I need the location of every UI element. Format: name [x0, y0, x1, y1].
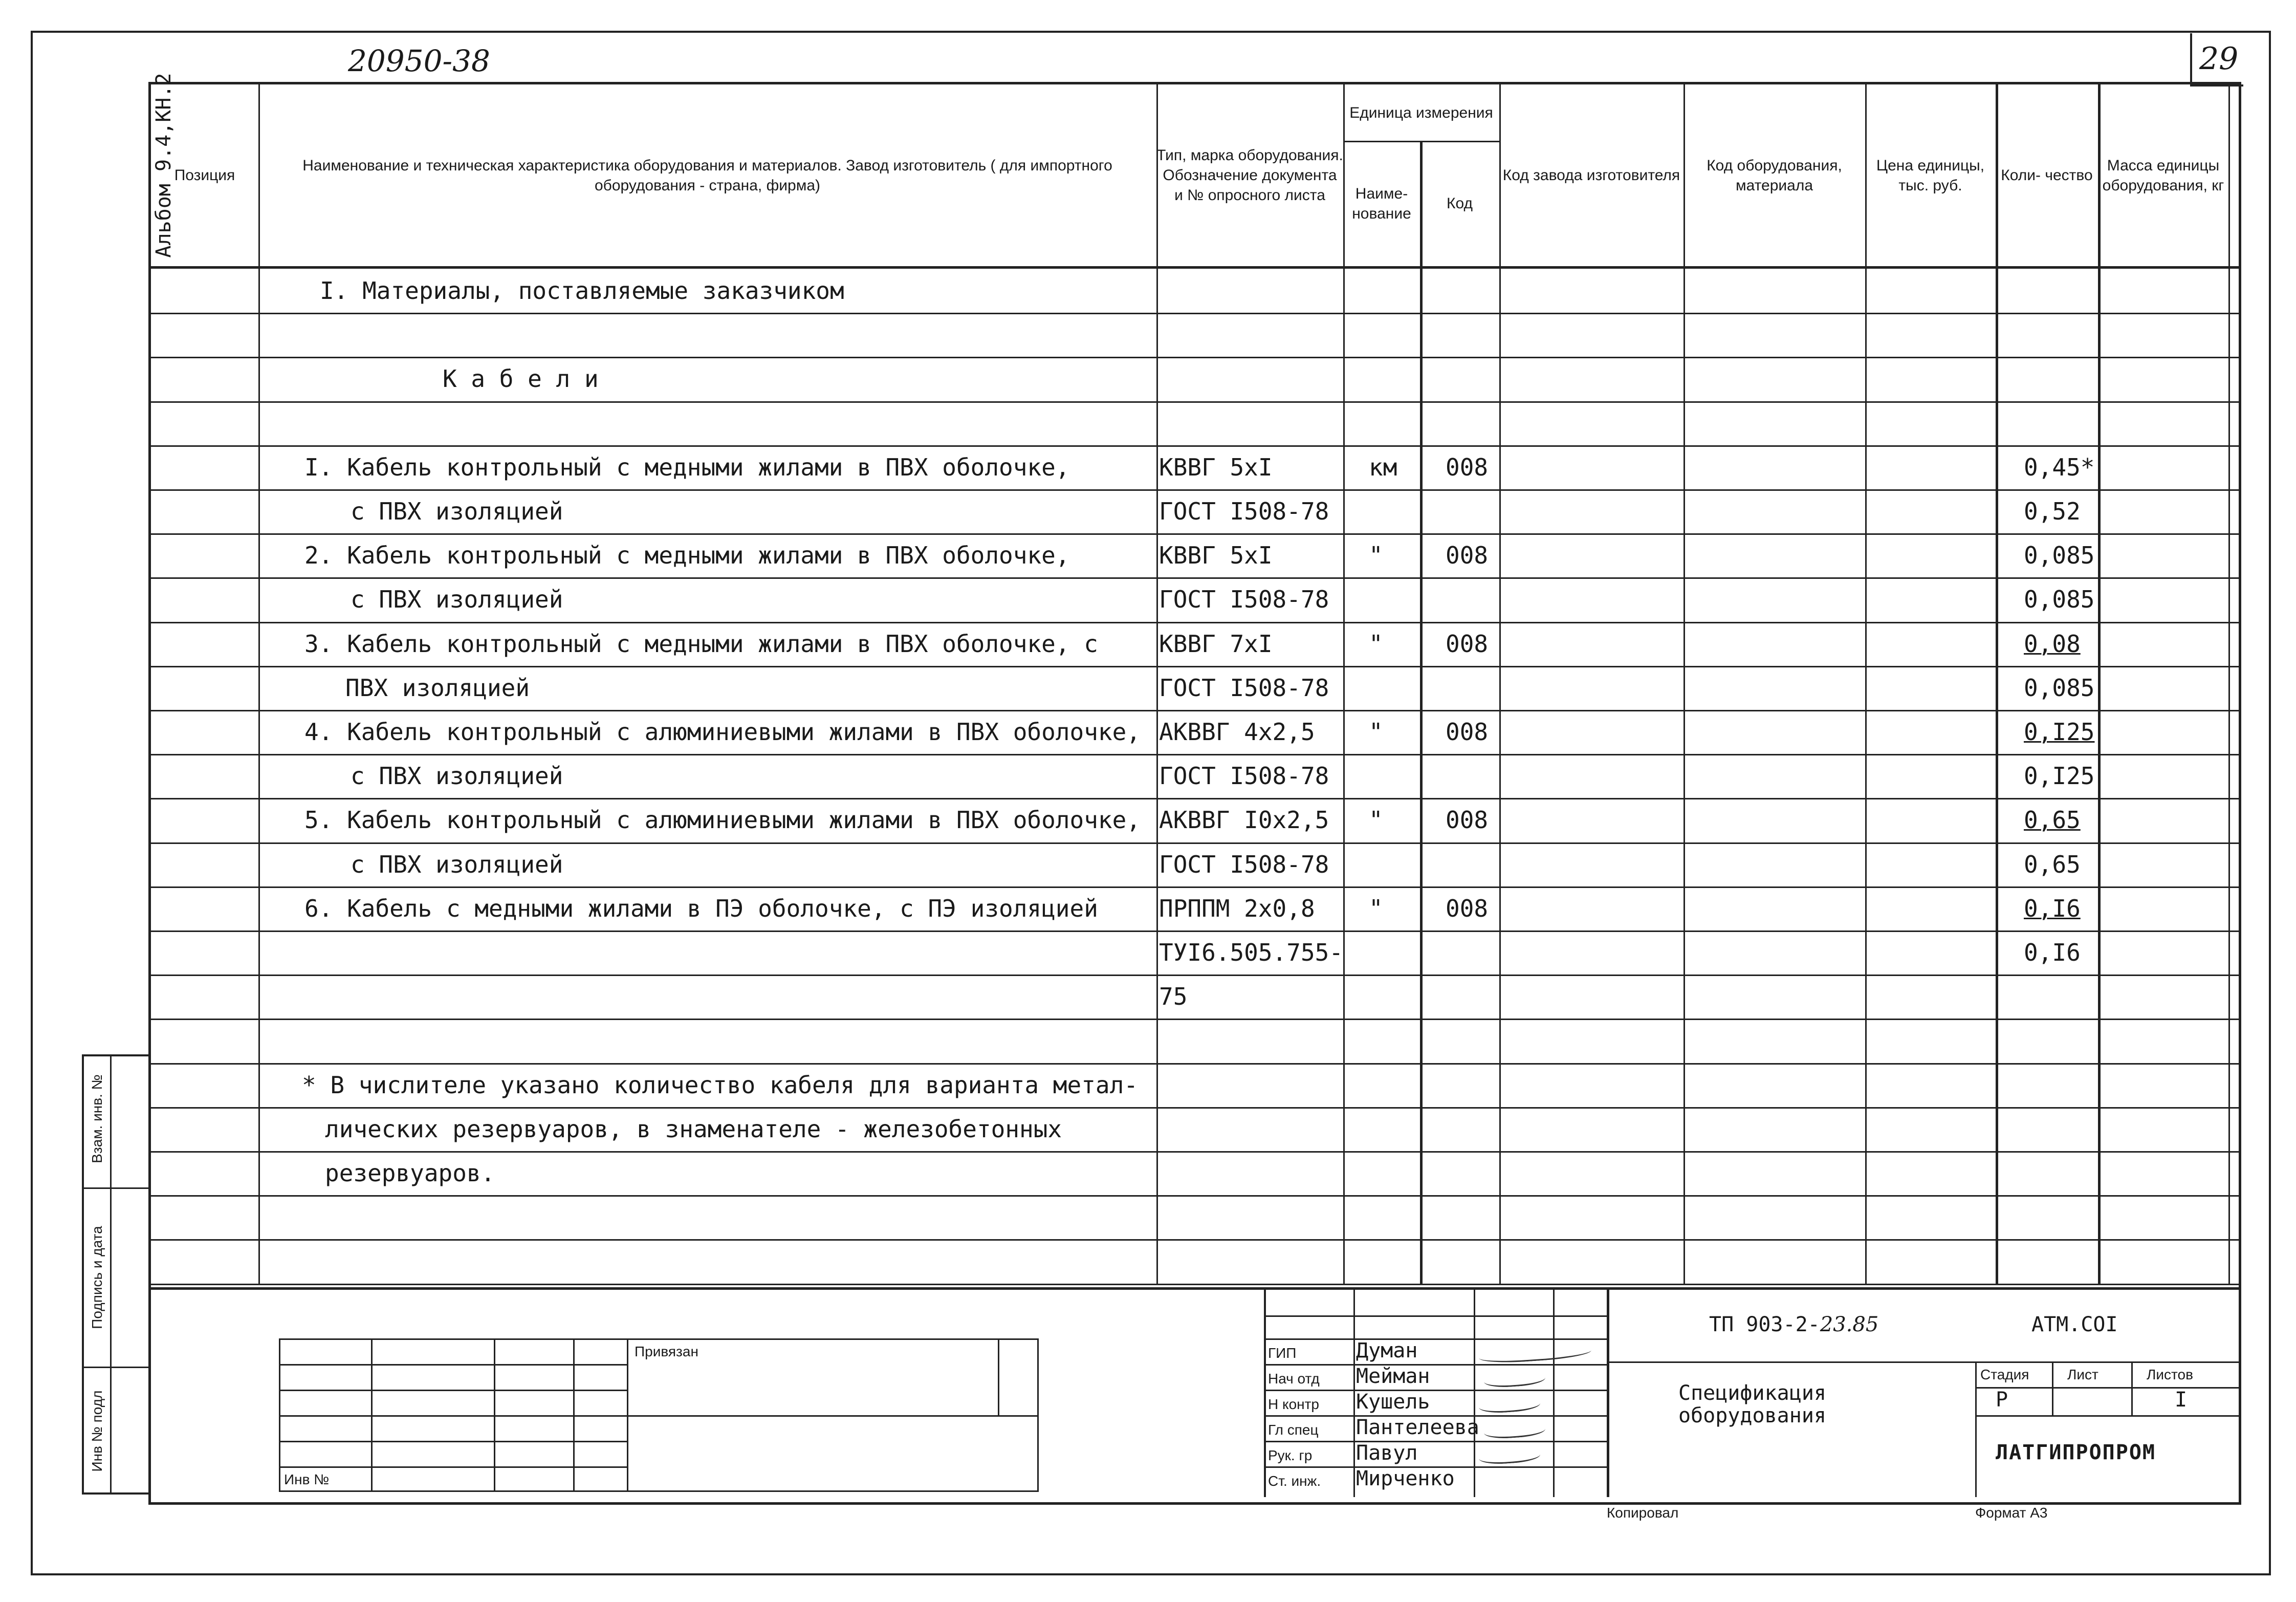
item-quantity: 0,085	[2024, 542, 2095, 570]
item-name: 3. Кабель контрольный с медными жилами в ПВХ оболочке, с	[304, 630, 1098, 658]
item-type: КВВГ 7хI	[1159, 630, 1273, 658]
item-type: ГОСТ I508-78	[1159, 674, 1329, 702]
item-type: ГОСТ I508-78	[1159, 762, 1329, 790]
item-type: ТУI6.505.755-	[1159, 939, 1344, 966]
item-type: ПРППМ 2х0,8	[1159, 894, 1315, 922]
item-name: 5. Кабель контрольный с алюминиевыми жилами в ПВХ оболочке,	[304, 806, 1141, 834]
item-code: 008	[1446, 630, 1489, 658]
item-type: КВВГ 5хI	[1159, 453, 1273, 481]
item-quantity: 0,08	[2024, 630, 2081, 658]
item-name: резервуаров.	[325, 1159, 495, 1187]
signature-name: Думан	[1356, 1339, 1418, 1362]
tb-right-row	[1975, 1387, 2239, 1389]
item-unit: км	[1369, 453, 1397, 481]
signature-name: Пантелеева	[1356, 1416, 1479, 1439]
item-name: 6. Кабель с медными жилами в ПЭ оболочке, с ПЭ изоляцией	[304, 894, 1098, 922]
album-label: Альбом 9.4,КН.2	[152, 73, 176, 258]
item-type: АКВВГ 4х2,5	[1159, 718, 1315, 746]
item-quantity: 0,65	[2024, 850, 2081, 878]
table-row	[151, 1195, 2239, 1239]
table-row	[151, 1019, 2239, 1063]
item-unit: "	[1369, 894, 1383, 922]
sig-row	[1264, 1315, 1607, 1317]
signature-role: ГИП	[1268, 1345, 1297, 1361]
attached-grid-row	[279, 1441, 627, 1442]
table-row	[151, 1151, 2239, 1195]
col-header-unit-group: Единица измерения	[1349, 104, 1493, 121]
project-code-handwritten: 23.85	[1820, 1313, 1879, 1336]
sheet-label: Лист	[2067, 1367, 2098, 1382]
attached-grid-row	[279, 1364, 627, 1366]
item-name: лических резервуаров, в знаменателе - железобетонных	[325, 1115, 1062, 1143]
copied-label: Копировал	[1607, 1505, 1679, 1521]
col-header-position: Позиция	[174, 167, 235, 184]
stamp-sign-date: Подпись и дата	[89, 1226, 105, 1329]
project-code: ТП 903-2-23.85	[1709, 1313, 1879, 1336]
tb-right-col	[2131, 1361, 2133, 1415]
signature-role: Рук. гр	[1268, 1447, 1313, 1463]
attached-grid-col	[998, 1338, 999, 1415]
org-name: ЛАТГИПРОПРОМ	[1996, 1441, 2156, 1464]
item-quantity: 0,085	[2024, 674, 2095, 702]
item-quantity: 0,I25	[2024, 718, 2095, 746]
col-header-equipment-code: Код оборудования, материала	[1707, 157, 1842, 194]
sig-row	[1264, 1364, 1607, 1366]
item-quantity: 0,I6	[2024, 894, 2081, 922]
signature-name: Кушель	[1356, 1390, 1430, 1414]
tb-right-col	[1975, 1361, 1977, 1497]
item-quantity: 0,65	[2024, 806, 2081, 834]
col-header-price: Цена единицы, тыс. руб.	[1876, 157, 1985, 194]
item-name: * В числителе указано количество кабеля для варианта метал-	[302, 1071, 1138, 1099]
table-row	[151, 313, 2239, 357]
stage-label: Стадия	[1980, 1367, 2029, 1382]
stamp-replace-inv: Взам. инв. №	[89, 1074, 105, 1163]
table-row	[151, 975, 2239, 1019]
inv-no-label: Инв №	[284, 1471, 330, 1487]
attached-grid-row	[279, 1466, 627, 1468]
item-quantity: 0,I6	[2024, 939, 2081, 966]
item-name: I. Кабель контрольный с медными жилами в ПВХ оболочке,	[304, 453, 1070, 481]
table-row	[151, 666, 2239, 710]
item-type: ГОСТ I508-78	[1159, 850, 1329, 878]
item-quantity: 0,I25	[2024, 762, 2095, 790]
item-unit: "	[1369, 718, 1383, 746]
item-unit: "	[1369, 542, 1383, 570]
item-name: I. Материалы, поставляемые заказчиком	[320, 277, 844, 305]
item-type: 75	[1159, 983, 1188, 1011]
item-unit: "	[1369, 806, 1383, 834]
item-quantity: 0,085	[2024, 586, 2095, 614]
table-row	[151, 401, 2239, 445]
stage-value: Р	[1996, 1388, 2008, 1412]
item-type: ГОСТ I508-78	[1159, 586, 1329, 614]
col-header-unit-code: Код	[1446, 195, 1473, 212]
item-code: 008	[1446, 542, 1489, 570]
table-row	[151, 754, 2239, 798]
col-header-quantity: Коли- чество	[2001, 167, 2093, 184]
item-name: с ПВХ изоляцией	[351, 850, 563, 878]
attached-label: Привязан	[635, 1344, 698, 1359]
item-name: 4. Кабель контрольный с алюминиевыми жилами в ПВХ оболочке,	[304, 718, 1141, 746]
signature-role: Гл спец	[1268, 1422, 1319, 1438]
signature-name: Мейман	[1356, 1365, 1430, 1388]
left-stamp-divider	[110, 1054, 112, 1495]
table-row	[151, 842, 2239, 886]
item-code: 008	[1446, 718, 1489, 746]
sheet-code: АТМ.СОI	[2031, 1313, 2118, 1336]
attached-grid-row	[279, 1415, 1039, 1417]
signature-name: Мирченко	[1356, 1467, 1455, 1490]
table-row	[151, 577, 2239, 621]
attached-grid-row	[279, 1390, 627, 1391]
table-row	[151, 269, 2239, 313]
col-header-mass: Масса единицы оборудования, кг	[2102, 157, 2224, 194]
item-name: К а б е л и	[443, 365, 599, 393]
table-row	[151, 1239, 2239, 1283]
row-line	[151, 1284, 2239, 1285]
tb-right-row	[1607, 1361, 2239, 1363]
item-type: КВВГ 5хI	[1159, 542, 1273, 570]
item-quantity: 0,52	[2024, 497, 2081, 525]
table-row	[151, 1107, 2239, 1151]
signature-role: Н контр	[1268, 1396, 1319, 1412]
col-header-factory-code: Код завода изготовителя	[1502, 167, 1680, 184]
item-type: ГОСТ I508-78	[1159, 497, 1329, 525]
col-header-unit-name: Наиме- нование	[1352, 185, 1411, 222]
sig-row	[1264, 1441, 1607, 1442]
signature-role: Ст. инж.	[1268, 1473, 1321, 1489]
item-name: 2. Кабель контрольный с медными жилами в ПВХ оболочке,	[304, 542, 1070, 570]
tb-right-col	[2052, 1361, 2053, 1415]
table-row	[151, 930, 2239, 975]
title-block-top	[151, 1287, 2239, 1290]
col-header-type: Тип, марка оборудования. Обозначение документа и № опросного листа	[1156, 147, 1343, 204]
item-quantity: 0,45*	[2024, 453, 2095, 481]
signature-role: Нач отд	[1268, 1371, 1320, 1387]
item-name: с ПВХ изоляцией	[351, 586, 563, 614]
table-row	[151, 886, 2239, 930]
left-stamp-row-line	[82, 1187, 148, 1189]
item-name: ПВХ изоляцией	[345, 674, 530, 702]
item-name: с ПВХ изоляцией	[351, 762, 563, 790]
item-unit: "	[1369, 630, 1383, 658]
sheets-label: Листов	[2147, 1367, 2193, 1382]
doc-code-handwritten: 20950-38	[348, 44, 490, 78]
sig-col	[1607, 1290, 1609, 1497]
item-code: 008	[1446, 806, 1489, 834]
item-type: АКВВГ I0х2,5	[1159, 806, 1329, 834]
stamp-inv-original: Инв № подл	[89, 1390, 105, 1472]
table-row	[151, 445, 2239, 489]
item-name: с ПВХ изоляцией	[351, 497, 563, 525]
table-row	[151, 622, 2239, 666]
table-row	[151, 710, 2239, 754]
table-row	[151, 489, 2239, 533]
signature-name: Павул	[1356, 1441, 1418, 1465]
table-row	[151, 798, 2239, 842]
sheets-value: I	[2175, 1388, 2188, 1412]
table-row	[151, 357, 2239, 401]
tb-right-row	[1975, 1415, 2239, 1417]
table-row	[151, 533, 2239, 577]
page-number: 29	[2199, 41, 2239, 77]
table-row	[151, 1063, 2239, 1107]
spec-title: Спецификация оборудования	[1678, 1381, 1826, 1427]
col-header-name: Наименование и техническая характеристика оборудования и материалов. Завод изготовитель ( для импортного оборудования - страна, фирма)	[302, 157, 1112, 194]
item-code: 008	[1446, 894, 1489, 922]
item-code: 008	[1446, 453, 1489, 481]
sig-row	[1264, 1338, 1607, 1340]
sig-row	[1264, 1390, 1607, 1391]
format-label: Формат А3	[1975, 1505, 2048, 1521]
